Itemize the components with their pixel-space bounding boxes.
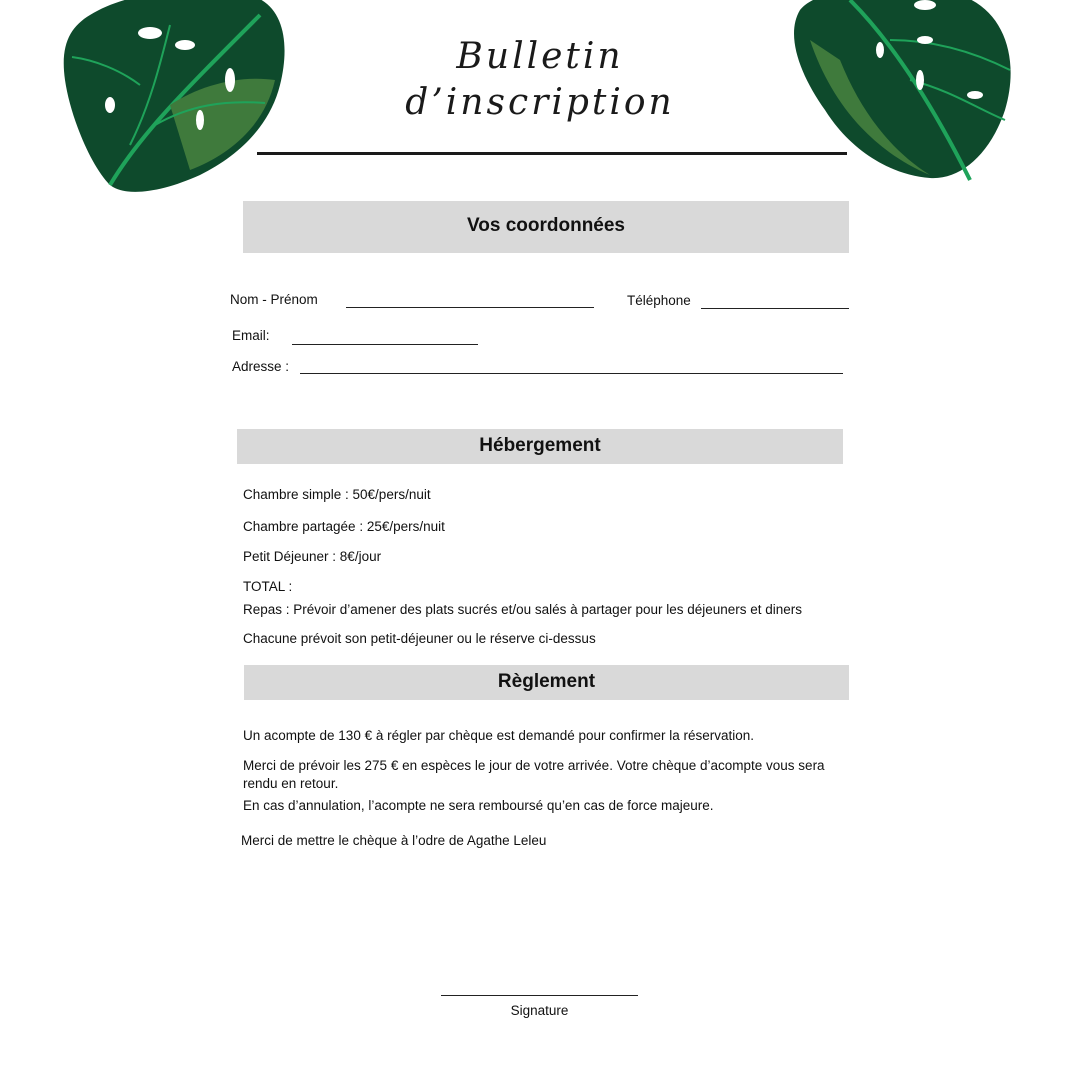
nom-field[interactable] [346,307,594,308]
page-title [330,34,750,126]
title-line-2: d’inscription [405,82,675,123]
monstera-leaf-icon [50,0,295,205]
hebergement-item: Chambre simple : 50€/pers/nuit [243,487,431,502]
hebergement-item: Chambre partagée : 25€/pers/nuit [243,519,445,534]
email-label: Email: [232,328,270,343]
cheque-ordre-text: Merci de mettre le chèque à l’odre de Agathe Leleu [241,833,547,848]
especes-text: Merci de prévoir les 275 € en espèces le jour de votre arrivée. Votre chèque d’acompte vous sera rendu en retour. [243,758,825,791]
section-heading-coordonnees: Vos coordonnées [243,201,849,253]
signature-label: Signature [510,1003,569,1018]
telephone-label: Téléphone [627,293,691,308]
adresse-label: Adresse : [232,359,290,374]
monstera-leaf-icon [780,0,1025,190]
nom-label: Nom - Prénom [230,292,318,307]
signature-field[interactable] [441,995,638,996]
section-heading-reglement: Règlement [244,665,849,700]
hebergement-item: Petit Déjeuner : 8€/jour [243,549,382,564]
petit-dejeuner-note: Chacune prévoit son petit-déjeuner ou le réserve ci-dessus [243,631,596,646]
acompte-text: Un acompte de 130 € à régler par chèque est demandé pour confirmer la réservation. [243,728,755,743]
total-label: TOTAL : [243,579,293,594]
adresse-field[interactable] [300,373,843,374]
repas-note: Repas : Prévoir d’amener des plats sucrés et/ou salés à partager pour les déjeuners et diners [243,602,803,617]
title-divider [257,152,847,155]
annulation-text: En cas d’annulation, l’acompte ne sera remboursé qu’en cas de force majeure. [243,798,714,813]
email-field[interactable] [292,344,478,345]
section-heading-hebergement: Hébergement [237,429,843,464]
title-line-1: Bulletin [456,36,624,77]
telephone-field[interactable] [701,308,849,309]
